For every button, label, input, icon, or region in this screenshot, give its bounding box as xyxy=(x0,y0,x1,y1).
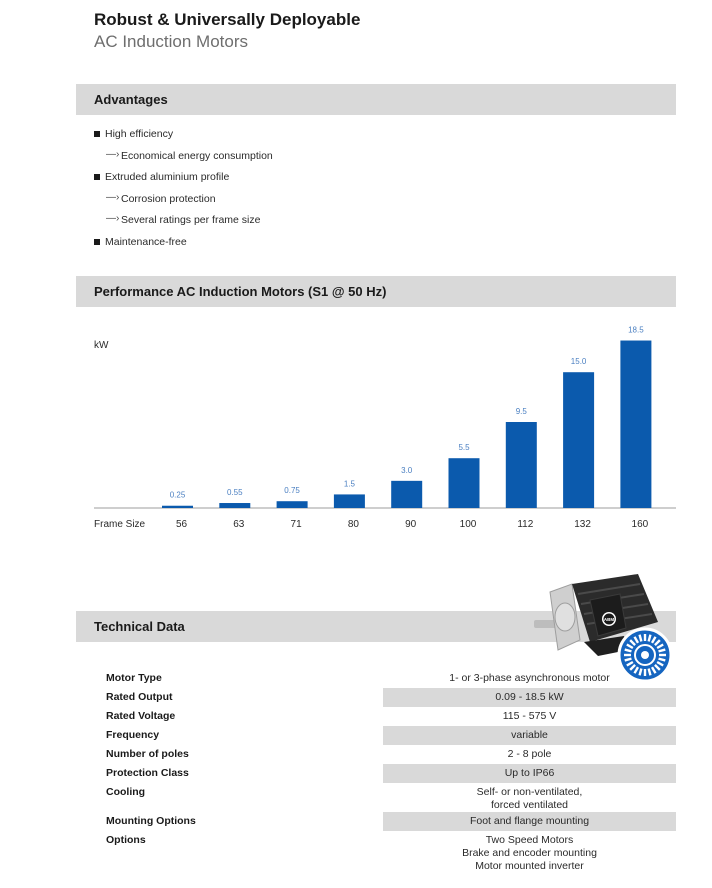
row-value xyxy=(383,764,676,783)
bar-90 xyxy=(391,481,422,508)
x-tick-label-100: 100 xyxy=(459,519,477,530)
row-value xyxy=(383,745,676,764)
advantage-item xyxy=(94,170,494,192)
advantages-list xyxy=(94,127,494,256)
row-label: Motor Type xyxy=(106,672,162,684)
x-tick-label-80: 80 xyxy=(347,519,359,530)
x-tick-label-112: 112 xyxy=(517,519,534,530)
x-tick-label-132: 132 xyxy=(574,519,591,530)
advantage-text: Maintenance-free xyxy=(105,235,187,248)
section-performance xyxy=(76,276,676,307)
section-title: Technical Data xyxy=(94,619,185,634)
row-value xyxy=(383,812,676,831)
bar-160 xyxy=(620,341,651,508)
row-value-line: Foot and flange mounting xyxy=(469,815,590,827)
data-label-160: 18.5 xyxy=(628,325,644,335)
data-label-71: 0.75 xyxy=(284,486,300,496)
brand-badge-text: ABM xyxy=(603,617,615,622)
table-row xyxy=(103,831,676,873)
data-label-112: 9.5 xyxy=(515,407,527,416)
table-row xyxy=(103,783,676,812)
bar-56 xyxy=(162,506,193,508)
advantage-text: Economical energy consumption xyxy=(121,149,273,162)
bar-100 xyxy=(449,458,480,508)
page-subtitle: AC Induction Motors xyxy=(94,32,249,51)
x-tick-label-71: 71 xyxy=(290,519,302,530)
row-value-line: 2 - 8 pole xyxy=(507,748,552,760)
motor-image xyxy=(528,570,678,685)
section-title: Advantages xyxy=(94,92,168,107)
row-value-line: 0.09 - 18.5 kW xyxy=(495,691,564,703)
advantage-item xyxy=(94,127,494,149)
row-label: Rated Output xyxy=(106,691,173,703)
row-value-line: forced ventilated xyxy=(490,799,569,811)
data-label-56: 0.25 xyxy=(169,490,186,500)
square-bullet-icon xyxy=(94,131,100,137)
y-axis-label: kW xyxy=(94,340,109,351)
arrow-bullet-icon: —› xyxy=(106,213,120,224)
table-row xyxy=(103,764,676,783)
row-label: Options xyxy=(106,834,146,846)
advantage-text: Corrosion protection xyxy=(121,192,216,205)
table-row xyxy=(103,745,676,764)
row-label: Rated Voltage xyxy=(106,710,176,722)
page-title: Robust & Universally Deployable xyxy=(94,10,361,29)
x-tick-label-160: 160 xyxy=(631,519,649,530)
row-value xyxy=(383,783,676,812)
row-value-line: 115 - 575 V xyxy=(502,710,557,722)
x-tick-label-56: 56 xyxy=(175,519,188,530)
row-value-line: Motor mounted inverter xyxy=(475,860,584,872)
row-value xyxy=(383,707,676,726)
data-label-100: 5.5 xyxy=(458,443,470,453)
bar-112 xyxy=(506,422,537,508)
bar-63 xyxy=(219,503,250,508)
row-value xyxy=(383,669,676,688)
row-value xyxy=(383,688,676,707)
data-label-80: 1.5 xyxy=(343,479,355,489)
advantage-subitem xyxy=(94,149,494,171)
row-value-line: 1- or 3-phase asynchronous motor xyxy=(449,672,610,684)
square-bullet-icon xyxy=(94,239,100,245)
row-value-line: Two Speed Motors xyxy=(485,834,574,846)
advantage-subitem xyxy=(94,213,494,235)
technical-data-table xyxy=(103,669,676,873)
row-label: Cooling xyxy=(106,786,146,798)
x-tick-label-90: 90 xyxy=(405,519,417,530)
row-value xyxy=(383,726,676,745)
advantage-text: Several ratings per frame size xyxy=(121,214,261,226)
table-row xyxy=(103,812,676,831)
bar-132 xyxy=(563,372,594,508)
row-value xyxy=(383,831,676,873)
bar-80 xyxy=(334,494,365,508)
table-row xyxy=(103,726,676,745)
advantage-text: Extruded aluminium profile xyxy=(105,171,230,183)
data-label-132: 15.0 xyxy=(570,357,587,367)
section-title: Performance AC Induction Motors (S1 @ 50 Hz) xyxy=(94,284,387,299)
row-label: Frequency xyxy=(106,729,160,741)
arrow-bullet-icon: —› xyxy=(106,191,120,203)
data-label-63: 0.55 xyxy=(227,488,243,498)
performance-bar-chart xyxy=(76,310,676,540)
arrow-bullet-icon: —› xyxy=(106,148,120,160)
data-label-90: 3.0 xyxy=(401,465,413,475)
table-row xyxy=(103,707,676,726)
row-label: Mounting Options xyxy=(106,815,196,827)
table-row xyxy=(103,688,676,707)
row-value-line: Self- or non-ventilated, xyxy=(476,786,583,798)
advantage-item xyxy=(94,235,494,257)
x-axis-label: Frame Size xyxy=(94,519,146,530)
row-label: Number of poles xyxy=(106,748,189,760)
row-value-line: Brake and encoder mounting xyxy=(462,847,597,859)
table-row xyxy=(103,669,676,688)
square-bullet-icon xyxy=(94,174,100,180)
row-value-line: Up to IP66 xyxy=(504,767,555,779)
advantage-subitem xyxy=(94,192,494,214)
row-value-line: variable xyxy=(511,729,548,741)
x-tick-label-63: 63 xyxy=(233,519,245,530)
bar-71 xyxy=(277,501,308,508)
section-advantages xyxy=(76,84,676,115)
motor-shaft xyxy=(534,620,556,628)
advantage-text: High efficiency xyxy=(105,128,174,140)
row-label: Protection Class xyxy=(106,767,189,779)
